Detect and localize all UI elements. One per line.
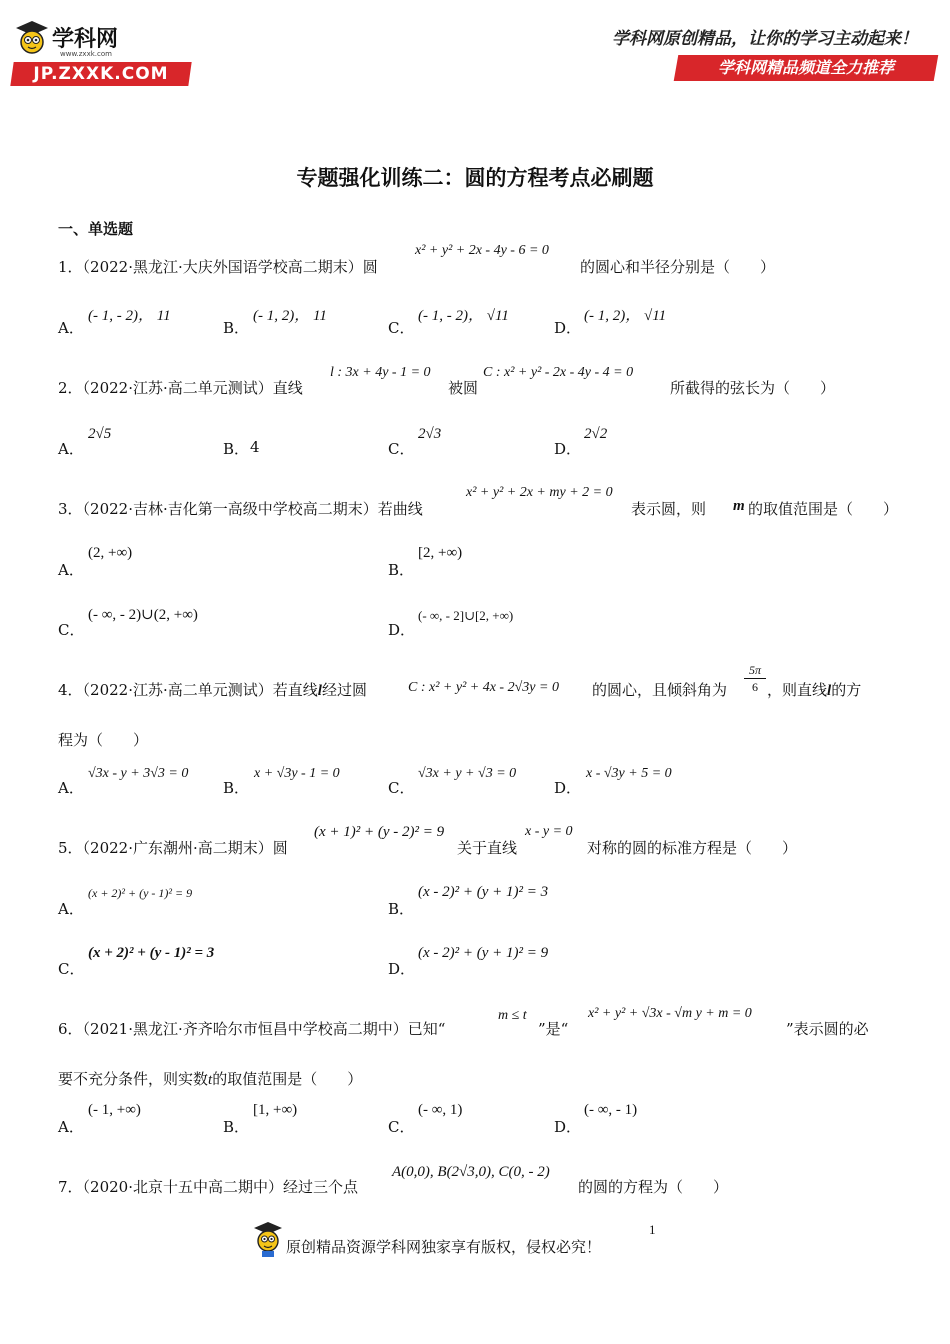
question-number: 5． [58, 839, 83, 857]
header-slogan: 学科网原创精品，让你的学习主动起来！ [612, 29, 918, 49]
question-formula: m ≤ t [498, 1008, 527, 1023]
option-value: (x - 2)² + (y + 1)² = 9 [418, 945, 549, 961]
option-label: D． [554, 440, 582, 458]
option-label: B． [223, 440, 250, 458]
option-label: B． [223, 319, 250, 337]
question-text: 的圆的方程为（ ） [578, 1178, 729, 1196]
question-formula: x² + y² + 2x - 4y - 6 = 0 [415, 243, 549, 258]
option-label: A． [58, 1118, 84, 1136]
question-text: 关于直线 [457, 839, 518, 857]
question-1 [58, 256, 378, 277]
question-source: （2022·江苏·高二单元测试） [82, 681, 273, 699]
document-title: 专题强化训练二：圆的方程考点必刷题 [296, 166, 654, 190]
option-label: A． [58, 779, 84, 797]
slogan-banner: 学科网精品频道全力推荐 [717, 58, 894, 77]
option-value: (- ∞, - 2)∪(2, +∞) [88, 607, 198, 623]
question-text: 若曲线 [377, 500, 423, 518]
mascot-icon [250, 1220, 286, 1260]
footer-copyright: 原创精品资源学科网独家享有版权，侵权必究！ [286, 1238, 602, 1256]
option-value: (x + 2)² + (y - 1)² = 9 [88, 886, 193, 900]
fraction [744, 662, 766, 695]
logo-brand: 学科网 [52, 27, 119, 52]
question-formula: x² + y² + 2x + my + 2 = 0 [466, 485, 613, 500]
question-text: 圆 [362, 258, 378, 276]
question-number: 1． [58, 258, 83, 276]
question-text: 直线 [272, 379, 303, 397]
option-label: A． [58, 561, 84, 579]
question-text: ，则直线 [767, 681, 828, 699]
option-label: D． [554, 779, 582, 797]
question-number: 3． [58, 500, 83, 518]
option-label: C． [58, 621, 85, 639]
option-label: A． [58, 319, 84, 337]
question-6-line2 [58, 1068, 362, 1089]
option-label: A． [58, 440, 84, 458]
question-text: ”表示圆的必 [786, 1020, 869, 1038]
option-label: D． [388, 621, 416, 639]
question-text: 经过三个点 [283, 1178, 359, 1196]
option-value: (- ∞, - 1) [584, 1102, 638, 1118]
question-formula: (x + 1)² + (y - 2)² = 9 [314, 824, 445, 840]
question-text: 的圆心和半径分别是（ ） [580, 258, 776, 276]
option-value: (- 1, +∞) [88, 1102, 141, 1118]
question-2 [58, 377, 303, 398]
section-heading: 一、单选题 [58, 220, 134, 238]
question-source: （2022·黑龙江·大庆外国语学校高二期末） [82, 258, 363, 276]
question-number: 2． [58, 379, 83, 397]
question-text: 的圆心，且倾斜角为 [592, 681, 728, 699]
option-label: C． [388, 319, 415, 337]
question-text: 的取值范围是（ ） [212, 1070, 363, 1088]
option-value: √3x + y + √3 = 0 [418, 766, 517, 781]
question-variable: l [317, 683, 322, 699]
option-value: 4 [250, 438, 260, 456]
option-value: (- ∞, 1) [418, 1102, 463, 1118]
option-label: D． [554, 319, 582, 337]
question-variable: l [827, 683, 832, 699]
option-label: C． [58, 960, 85, 978]
question-text: 表示圆，则 [631, 500, 707, 518]
question-source: （2022·广东潮州·高二期末） [82, 839, 273, 857]
question-text: 圆 [272, 839, 288, 857]
option-label: A． [58, 900, 84, 918]
option-value: (x + 2)² + (y - 1)² = 3 [88, 945, 215, 961]
question-source: （2022·吉林·吉化第一高级中学校高二期末） [82, 500, 378, 518]
question-text: 已知“ [407, 1020, 446, 1038]
question-number: 6． [58, 1020, 83, 1038]
logo-domain: www.zxxk.com [60, 50, 112, 58]
option-value: x + √3y - 1 = 0 [254, 766, 340, 781]
question-text: 的取值范围是（ ） [748, 500, 899, 518]
question-text: ”是“ [538, 1020, 569, 1038]
question-source: （2020·北京十五中高二期中） [82, 1178, 283, 1196]
question-4-tail [767, 679, 861, 700]
question-number: 7． [58, 1178, 83, 1196]
option-value: (- ∞, - 2]∪[2, +∞) [418, 608, 514, 623]
option-label: C． [388, 779, 415, 797]
site-logo[interactable] [10, 18, 190, 88]
question-text: 经过圆 [321, 681, 367, 699]
question-7 [58, 1176, 358, 1197]
question-source: （2022·江苏·高二单元测试） [82, 379, 273, 397]
option-value: x - √3y + 5 = 0 [586, 766, 672, 781]
question-formula: A(0,0), B(2√3,0), C(0, - 2) [392, 1164, 550, 1180]
question-variable: t [208, 1072, 213, 1088]
question-formula: C : x² + y² + 4x - 2√3y = 0 [408, 680, 559, 695]
option-label: B． [388, 900, 415, 918]
question-source: （2021·黑龙江·齐齐哈尔市恒昌中学校高二期中） [82, 1020, 408, 1038]
question-formula: C : x² + y² - 2x - 4y - 4 = 0 [483, 365, 634, 380]
option-value: (- 1, 2)， 11 [253, 308, 327, 324]
mascot-icon [10, 18, 54, 62]
option-label: D． [554, 1118, 582, 1136]
option-value: √3x - y + 3√3 = 0 [88, 766, 189, 781]
option-label: B． [388, 561, 415, 579]
question-3 [58, 498, 423, 519]
option-value: (- 1, - 2)， √11 [418, 308, 509, 324]
question-formula: l : 3x + 4y - 1 = 0 [330, 365, 431, 380]
question-number: 4． [58, 681, 83, 699]
page-number: 1 [649, 1222, 656, 1237]
option-value: 2√5 [88, 426, 112, 442]
option-label: C． [388, 440, 415, 458]
question-text: 若直线 [272, 681, 318, 699]
question-text: 所截得的弦长为（ ） [670, 379, 836, 397]
logo-banner: JP.ZXXK.COM [33, 64, 169, 84]
option-value: [1, +∞) [253, 1102, 298, 1118]
option-value: 2√2 [584, 426, 608, 442]
fraction-denominator: 6 [752, 680, 758, 694]
option-value: (2, +∞) [88, 545, 133, 561]
fraction-numerator: 5π [744, 662, 766, 679]
option-value: [2, +∞) [418, 545, 463, 561]
option-value: (- 1, - 2)， 11 [88, 308, 171, 324]
option-value: (x - 2)² + (y + 1)² = 3 [418, 884, 549, 900]
question-text: 对称的圆的标准方程是（ ） [587, 839, 798, 857]
question-5 [58, 837, 288, 858]
option-value: 2√3 [418, 426, 442, 442]
option-label: B． [223, 779, 250, 797]
option-value: (- 1, 2)， √11 [584, 308, 667, 324]
option-label: D． [388, 960, 416, 978]
question-text: 程为（ ） [58, 731, 149, 749]
question-formula: x - y = 0 [525, 824, 573, 839]
question-variable: m [733, 498, 745, 514]
option-label: C． [388, 1118, 415, 1136]
option-label: B． [223, 1118, 250, 1136]
question-text: 要不充分条件，则实数 [58, 1070, 209, 1088]
question-text: 被圆 [448, 379, 479, 397]
question-6 [58, 1018, 445, 1039]
question-4 [58, 679, 367, 700]
question-text: 的方 [831, 681, 862, 699]
question-formula: x² + y² + √3x - √m y + m = 0 [588, 1006, 752, 1021]
